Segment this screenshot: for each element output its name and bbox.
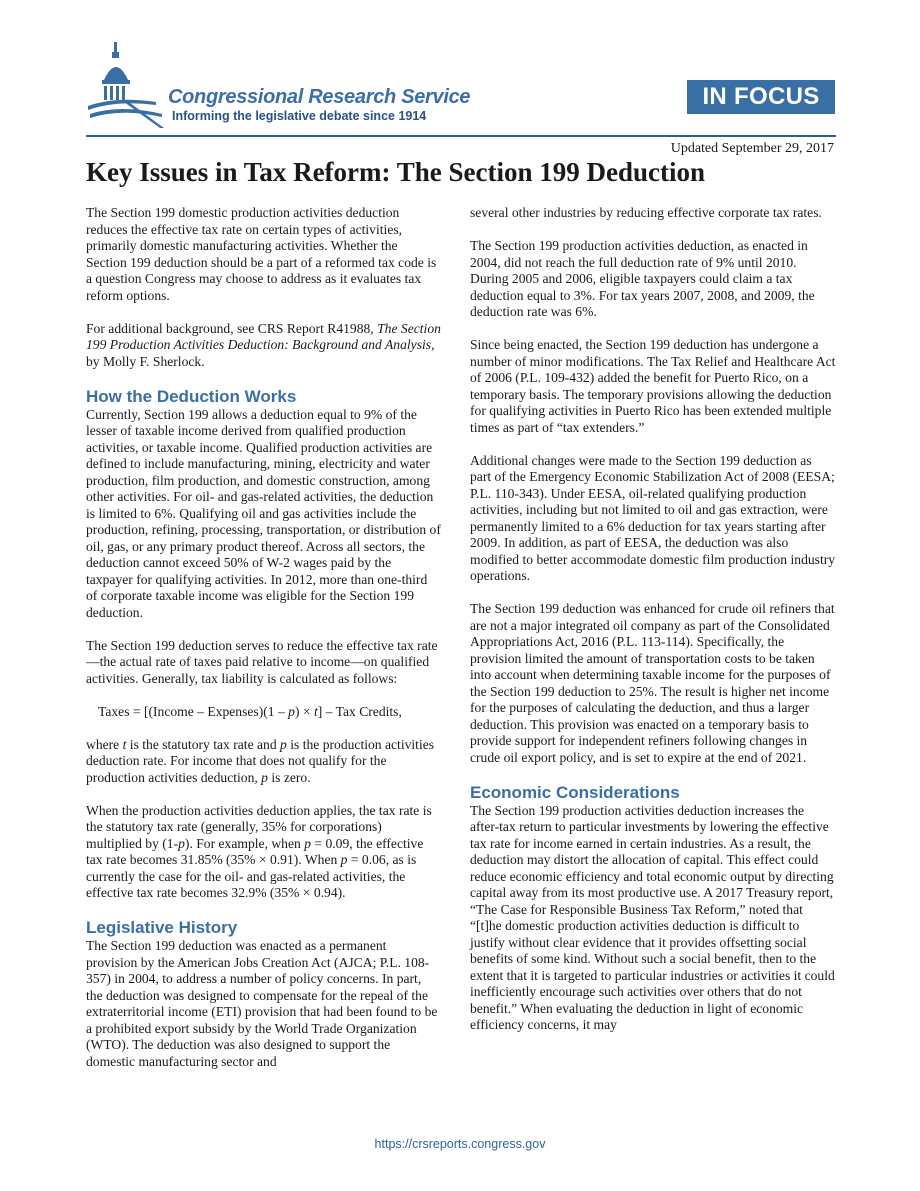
background-paragraph: For additional background, see CRS Report R41988, The Section 199 Production Activities Deduction: Background and Analysis, by Molly F. Sherlock.: [86, 320, 441, 369]
org-name: Congressional Research Service: [168, 86, 471, 108]
how-paragraph-2: The Section 199 deduction serves to reduce the effective tax rate—the actual rate of taxes paid relative to income—on qualified activities. Generally, tax liability is calculated as follows:: [86, 637, 438, 686]
section-heading-how: How the Deduction Works: [86, 386, 297, 406]
in-focus-badge: IN FOCUS: [687, 80, 835, 114]
history-paragraph-4: Additional changes were made to the Section 199 deduction as part of the Emergency Economic Stabilization Act of 2008 (EESA; P.L. 110-343). Under EESA, oil-related qualifying production activities, including but not limited to oil and gas extraction, were permanently limited to a 6% deduction for tax years starting after 2009. In addition, as part of EESA, the deduction was also modified to better accommodate domestic film production industry operations.: [470, 452, 836, 583]
section-heading-history: Legislative History: [86, 918, 238, 937]
how-paragraph-1: Currently, Section 199 allows a deduction equal to 9% of the lesser of taxable income derived from qualified production activities, or taxable income. Qualified production activities are defined to include manufacturing, mining, electricity and water production, film production, and domestic construction, among other activities. For oil- and gas-related activities, the deduction is limited to 6%. Qualifying oil and gas activities include the production, refining, processing, transportation, or distribution of oil, gas, or any primary product thereof. Across all sectors, the deduction cannot exceed 50% of W-2 wages paid by the taxpayer for qualifying activities. In 2012, more than one-third of corporate taxable income was eligible for the Section 199 deduction.: [86, 406, 441, 620]
tax-formula: Taxes = [(Income – Expenses)(1 – p) × t] – Tax Credits,: [98, 703, 402, 719]
left-column: [86, 205, 441, 1087]
updated-date: Updated September 29, 2017: [670, 141, 834, 156]
formula-explanation: where t is the statutory tax rate and p is the production activities deduction rate. For income that does not qualify for the production activities deduction, p is zero.: [86, 736, 435, 785]
footer-url-link[interactable]: https://crsreports.congress.gov: [374, 1137, 546, 1151]
history-paragraph-3: Since being enacted, the Section 199 deduction has undergone a number of minor modifications. The Tax Relief and Healthcare Act of 2006 (P.L. 109-432) added the benefit for Puerto Rico, on a temporary basis. The temporary provisions allowing the deduction for qualifying activities in Puerto Rico has been extended multiple times as part of “tax extenders.”: [470, 337, 836, 435]
page-title: Key Issues in Tax Reform: The Section 199 Deduction: [86, 157, 706, 187]
section-heading-econ: Economic Considerations: [470, 782, 680, 802]
report-title-link: The Section 199 Production Activities Deduction: Background and Analysis: [86, 320, 441, 352]
header-rule: [86, 135, 836, 137]
history-paragraph-1-cont: several other industries by reducing effective corporate tax rates.: [470, 205, 822, 220]
intro-paragraph: The Section 199 domestic production activities deduction reduces the effective tax rate on certain types of activities, primarily domestic manufacturing activities. Whether the Section 199 deduction should be a part of a reformed tax code is a question Congress may choose to address as it evaluates tax reform options.: [86, 205, 437, 303]
history-paragraph-1: The Section 199 deduction was enacted as a permanent provision by the American Jobs Creation Act (AJCA; P.L. 108-357) in 2004, to address a number of policy concerns. In part, the deduction was designed to compensate for the repeal of the extraterritorial income (ETI) provision that had been found to be a prohibited export subsidy by the World Trade Organization (WTO). The deduction was also designed to support the domestic manufacturing sector and: [86, 938, 438, 1069]
right-column: [470, 205, 836, 1050]
history-paragraph-2: The Section 199 production activities deduction, as enacted in 2004, did not reach the full deduction rate of 9% until 2010. During 2005 and 2006, eligible taxpayers could claim a tax deduction equal to 3%. For tax years 2007, 2008, and 2009, the deduction rate was 6%.: [470, 238, 815, 319]
report-header: [86, 40, 836, 135]
history-paragraph-5: The Section 199 deduction was enhanced for crude oil refiners that are not a major integrated oil company as part of the Consolidated Appropriations Act, 2016 (P.L. 113-114). Specifically, the provision limited the amount of transportation costs to be taken into account when determining taxable income for the purposes of the Section 199 deduction to 25%. The result is higher net income for the purposes of calculating the deduction, and thus a larger deduction. This provision was enacted on a temporary basis to provide support for independent refiners following changes in crude oil export policy, and is set to expire at the end of 2021.: [470, 601, 835, 765]
econ-paragraph-1: The Section 199 production activities deduction increases the after-tax return to particular investments by lowering the effective tax rate for income earned in certain industries. As a result, the deduction may distort the allocation of capital. This effect could reduce economic efficiency and total economic output by directing capital away from its most productive use. A 2017 Treasury report, “The Case for Responsible Business Tax Reform,” noted that “[t]he domestic production activities deduction is difficult to justify without clear evidence that it provides offsetting social benefits of some kind. Without such a social benefit, then to the extent that it is targeted to particular industries or activities it could inefficiently encourage such activities over others that do not benefit.” When evaluating the deduction in light of economic efficiency concerns, it may: [470, 802, 835, 1032]
org-tagline: Informing the legislative debate since 1914: [172, 109, 427, 123]
rate-example-paragraph: When the production activities deduction applies, the tax rate is the statutory tax rate (generally, 35% for corporations) multiplied by (1-p). For example, when p = 0.09, the effective tax rate becomes 31.85% (35% × 0.91). When p = 0.06, as is currently the case for the oil- and gas-related activities, the effective tax rate becomes 32.9% (35% × 0.94).: [86, 802, 432, 900]
capitol-dome-icon: [86, 40, 166, 130]
